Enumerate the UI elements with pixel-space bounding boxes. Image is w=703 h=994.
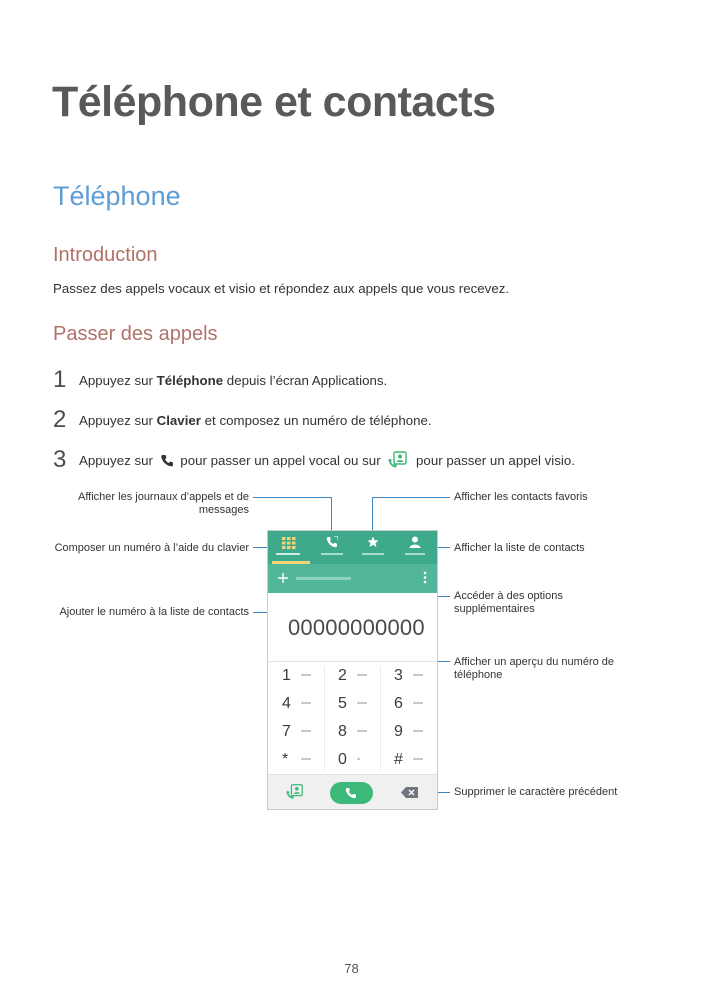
key-4[interactable]: [270, 691, 326, 719]
key-star[interactable]: [270, 747, 326, 775]
tab-label-placeholder: [405, 553, 425, 555]
key-digit: 1: [282, 667, 291, 684]
step-text: pour passer un appel visio.: [412, 452, 575, 468]
section-title: Téléphone: [53, 181, 181, 211]
intro-heading: Introduction: [53, 244, 158, 266]
callout-contacts: Afficher la liste de contacts: [454, 542, 585, 554]
voice-call-button[interactable]: [330, 782, 373, 804]
step-text: Appuyez sur: [79, 412, 157, 428]
key-6[interactable]: [382, 691, 438, 719]
callout-delete: Supprimer le caractère précédent: [454, 786, 618, 798]
add-contact-icon[interactable]: [278, 573, 288, 583]
step-text: pour passer un appel vocal ou sur: [176, 452, 385, 468]
callout-preview: Afficher un aperçu du numéro de téléphone: [454, 656, 615, 681]
step-text: et composez un numéro de téléphone.: [200, 412, 432, 428]
key-0[interactable]: [326, 747, 382, 775]
keypad-divider: [380, 666, 381, 772]
callout-favorites: Afficher les contacts favoris: [454, 491, 588, 503]
key-digit: 4: [282, 695, 291, 712]
key-1[interactable]: [270, 663, 326, 691]
key-digit: 8: [338, 723, 347, 740]
key-3[interactable]: [382, 663, 438, 691]
chapter-title: Téléphone et contacts: [52, 78, 496, 126]
key-digit: 2: [338, 667, 347, 684]
step-bold: Téléphone: [156, 372, 224, 388]
video-call-icon: [388, 450, 408, 470]
tab-label-placeholder: [321, 553, 343, 555]
intro-text: Passez des appels vocaux et visio et répondez aux appels que vous recevez.: [53, 281, 510, 296]
callout-line: [253, 497, 331, 498]
step-number: 2: [53, 406, 67, 433]
bottom-bar: [268, 774, 437, 810]
key-digit: 5: [338, 695, 347, 712]
step-2: [53, 406, 432, 434]
dialed-number: 00000000000: [288, 615, 425, 640]
action-bar: [268, 564, 437, 593]
step-1: [53, 366, 387, 394]
more-options-icon[interactable]: [423, 571, 427, 584]
phone-screen: [267, 530, 438, 810]
key-digit: 3: [394, 667, 403, 684]
step-number: 1: [53, 366, 67, 393]
key-digit: #: [394, 751, 403, 768]
dial-keypad: [268, 662, 437, 774]
callout-add-contact: Ajouter le numéro à la liste de contacts: [59, 606, 249, 618]
backspace-icon[interactable]: [401, 787, 418, 798]
callout-logs: Afficher les journaux d’appels et de messages: [77, 491, 249, 516]
tab-label-placeholder: [362, 553, 384, 555]
key-digit: 0: [338, 751, 347, 768]
callout-keypad: Composer un numéro à l’aide du clavier: [54, 542, 249, 554]
call-log-tab-icon[interactable]: [326, 536, 338, 548]
phone-icon: [161, 454, 173, 467]
step-3: [53, 446, 575, 474]
keypad-tab-icon[interactable]: [282, 537, 296, 549]
keypad-divider: [324, 666, 325, 772]
phone-icon: [345, 787, 357, 799]
step-text: depuis l’écran Applications.: [223, 372, 388, 388]
key-digit: *: [282, 751, 289, 768]
key-5[interactable]: [326, 691, 382, 719]
step-text: Appuyez sur: [79, 452, 157, 468]
key-7[interactable]: [270, 719, 326, 747]
tab-label-placeholder: [276, 553, 300, 555]
number-display[interactable]: [268, 593, 437, 662]
key-2[interactable]: [326, 663, 382, 691]
key-9[interactable]: [382, 719, 438, 747]
callout-line: [372, 497, 450, 498]
favorites-tab-icon[interactable]: [367, 536, 379, 548]
callout-more-options: Accéder à des options supplémentaires: [454, 590, 563, 615]
contacts-tab-icon[interactable]: [409, 536, 421, 548]
key-digit: 7: [282, 723, 291, 740]
calls-heading: Passer des appels: [53, 323, 218, 345]
page-number: 78: [344, 961, 359, 976]
step-bold: Clavier: [156, 412, 201, 428]
key-digit: 9: [394, 723, 403, 740]
key-hash[interactable]: [382, 747, 438, 775]
key-digit: 6: [394, 695, 403, 712]
add-contact-label-placeholder: [296, 577, 351, 580]
step-number: 3: [53, 446, 67, 473]
step-text: Appuyez sur: [79, 372, 157, 388]
video-call-button-icon[interactable]: [286, 783, 304, 801]
key-8[interactable]: [326, 719, 382, 747]
tab-bar: [268, 531, 437, 564]
